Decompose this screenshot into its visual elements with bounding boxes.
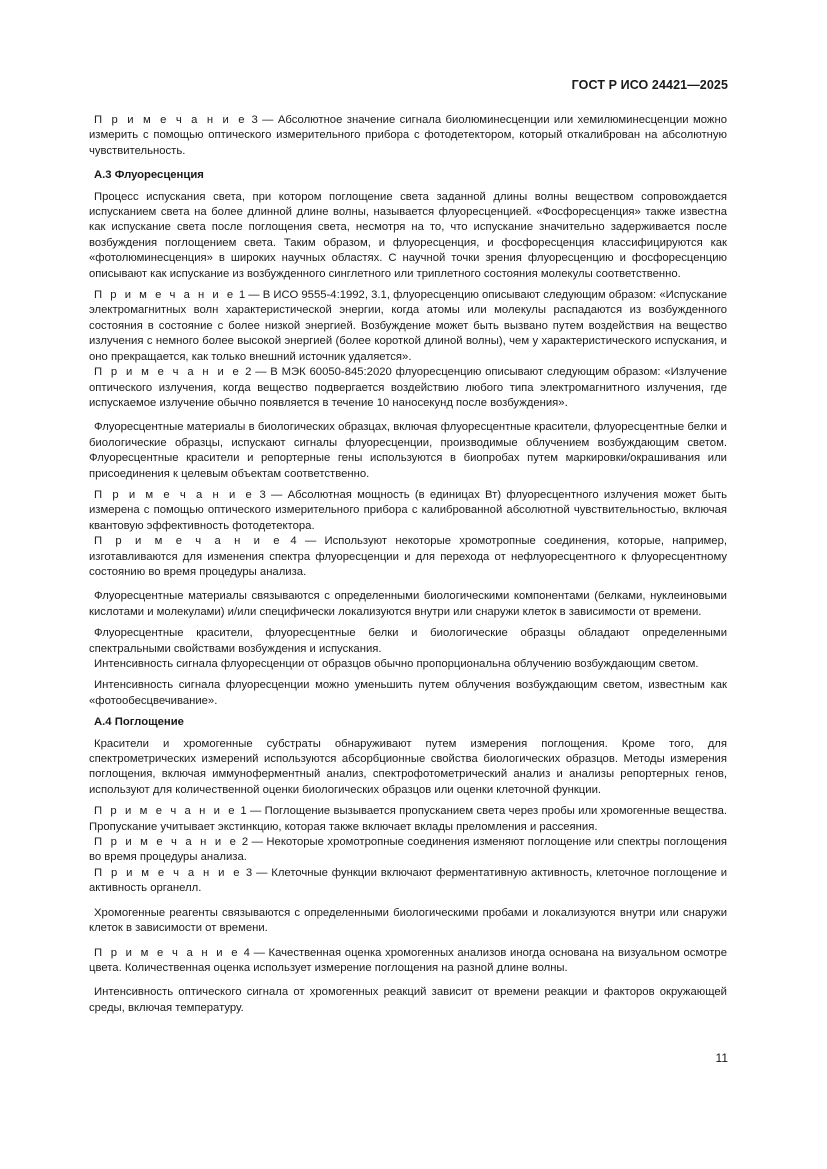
note-number: 3 xyxy=(245,866,253,879)
note-number: 4 xyxy=(243,946,250,959)
note-a4-4: П р и м е ч а н и е 4 — Качественная оценка хромогенных анализов иногда основана на визуальном осмотре цвета. Количественная оценка использует измерение поглощения на разной длине волны. xyxy=(89,946,727,974)
note-number: 1 xyxy=(238,289,246,302)
paragraph: Процесс испускания света, при котором поглощение света заданной длины волны веществом сопровождается испусканием света на более длинной длине волны, называется флуоресценцией. «Фосфоресценция» также известна как испускание света после поглощения света, несмотря на то, что испускание значительно задерживается после возбуждения поглощением света. Таким образом, и флуоресценция, и фосфоресценция классифицируются как «фотолюминесценция» в широких научных областях. С научной точки зрения флуоресценцию и фосфоресценцию описывают как испускание из возбужденного синглетного или триплетного состояния молекулы соответственно. xyxy=(89,190,727,280)
note-label: П р и м е ч а н и е xyxy=(94,366,242,379)
note-number: 3 xyxy=(251,114,258,126)
note-label: П р и м е ч а н и е xyxy=(94,946,241,959)
note-label: П р и м е ч а н и е xyxy=(94,836,239,849)
paragraph: Интенсивность оптического сигнала от хромогенных реакций зависит от времени реакции и факторов окружающей среды, включая температуру. xyxy=(89,986,727,1014)
paragraph: Флуоресцентные материалы связываются с определенными биологическими компонентами (белками, нуклеиновыми кислотами и молекулами) и/или специфически локализуются внутри или снаружи клеток в зависимости от времени. xyxy=(89,590,727,618)
note-label: П р и м е ч а н и е xyxy=(94,114,248,126)
section-heading-a4: А.4 Поглощение xyxy=(94,716,184,729)
note-number: 2 xyxy=(245,366,252,379)
note-label: П р и м е ч а н и е xyxy=(94,289,236,302)
note-label: П р и м е ч а н и е xyxy=(94,866,243,879)
section-heading-a3: А.3 Флуоресценция xyxy=(94,169,204,182)
paragraph: Красители и хромогенные субстраты обнаруживают путем измерения поглощения. Кроме того, для спектрометрических измерений используются абсорбционные свойства биологических образцов. Методы измерения поглощения, включая иммуноферментный анализ, спектрофотометрический анализ и анализы репортерных генов, используют для количественной оценки биологических образцов или оценки клеточной функции. xyxy=(89,737,727,796)
note-a3-4: П р и м е ч а н и е 4 — Используют некоторые хромотропные соединения, которые, например, изготавливаются для изменения спектра флуоресценции и для перехода от нефлуоресцентного к флуоресцентному состоянию во время процедуры анализа. xyxy=(89,535,728,578)
note-number: 2 xyxy=(241,836,249,849)
page-number: 11 xyxy=(715,1051,728,1065)
page-content xyxy=(89,113,727,1016)
paragraph: Интенсивность сигнала флуоресценции можно уменьшить путем облучения возбуждающим светом, известным как «фотообесцвечивание». xyxy=(89,679,727,707)
note-a3-2: П р и м е ч а н и е 2 — В МЭК 60050-845:2020 флуоресценцию описывают следующим образом: «Излучение оптического излучения, когда вещество подвергается воздействию любого типа электромагнитного излучения, где испускаемое излучение обычно появляется в течение 10 наносекунд после возбуждения». xyxy=(89,366,728,409)
note-a3-1: П р и м е ч а н и е 1 — В ИСО 9555-4:1992, 3.1, флуоресценцию описывают следующим образом: «Испускание электромагнитных волн характеристической энергии, когда атомы или молекулы распадаются из возбужденного состояния в состояние с более низкой энергией. Возбуждение может быть вызвано путем воздействия на вещество излучения с немного более высокой энергией (более короткой длиной волны), чем у характеристического испускания, и оно прекращается, как только внешний источник удаляется». xyxy=(89,289,727,363)
note-a4-3: П р и м е ч а н и е 3 — Клеточные функции включают ферментативную активность, клеточное поглощение и активность органелл. xyxy=(89,866,728,895)
note-number: 4 xyxy=(290,535,297,548)
paragraph: Флуоресцентные материалы в биологических образцах, включая флуоресцентные красители, флуоресцентные белки и биологические образцы, испускают сигналы флуоресценции, производимые облучением возбуждающим светом. Флуоресцентные красители и репортерные гены используются в биопробах путем маркировки/окрашивания или присоединения к целевым объектам соответственно. xyxy=(89,421,727,480)
note-a2-3: П р и м е ч а н и е 3 — Абсолютное значение сигнала биолюминесценции или хемилюминесценции можно измерить с помощью оптического измерительного прибора с фотодетектором, который откалиброван на абсолютную чувствительность. xyxy=(89,114,727,157)
paragraph: Хромогенные реагенты связываются с определенными биологическими пробами и локализуются внутри или снаружи клеток в зависимости от времени. xyxy=(89,906,727,935)
note-a3-3: П р и м е ч а н и е 3 — Абсолютная мощность (в единицах Вт) флуоресцентного излучения может быть измерена с помощью оптического измерительного прибора с калиброванной абсолютной чувствительностью, включая квантовую эффективность фотодетектора. xyxy=(89,488,728,532)
paragraph: Интенсивность сигнала флуоресценции от образцов обычно пропорциональна облучению возбуждающим светом. xyxy=(94,658,699,670)
paragraph: Флуоресцентные красители, флуоресцентные белки и биологические образцы обладают определенными спектральными свойствами возбуждения и испускания. xyxy=(89,627,727,655)
document-header: ГОСТ Р ИСО 24421—2025 xyxy=(571,78,728,92)
note-number: 3 xyxy=(259,488,266,501)
note-a4-1: П р и м е ч а н и е 1 — Поглощение вызывается пропусканием света через пробы или хромогенные вещества. Пропускание учитывает экстинкцию, которая также включает вклады преломления и рассеяния. xyxy=(89,805,728,833)
note-label: П р и м е ч а н и е xyxy=(94,805,238,818)
note-label: П р и м е ч а н и е xyxy=(94,488,255,501)
note-number: 1 xyxy=(240,805,247,818)
note-a4-2: П р и м е ч а н и е 2 — Некоторые хромотропные соединения изменяют поглощение или спектры поглощения во время процедуры анализа. xyxy=(89,836,728,864)
note-label: П р и м е ч а н и е xyxy=(94,535,283,548)
